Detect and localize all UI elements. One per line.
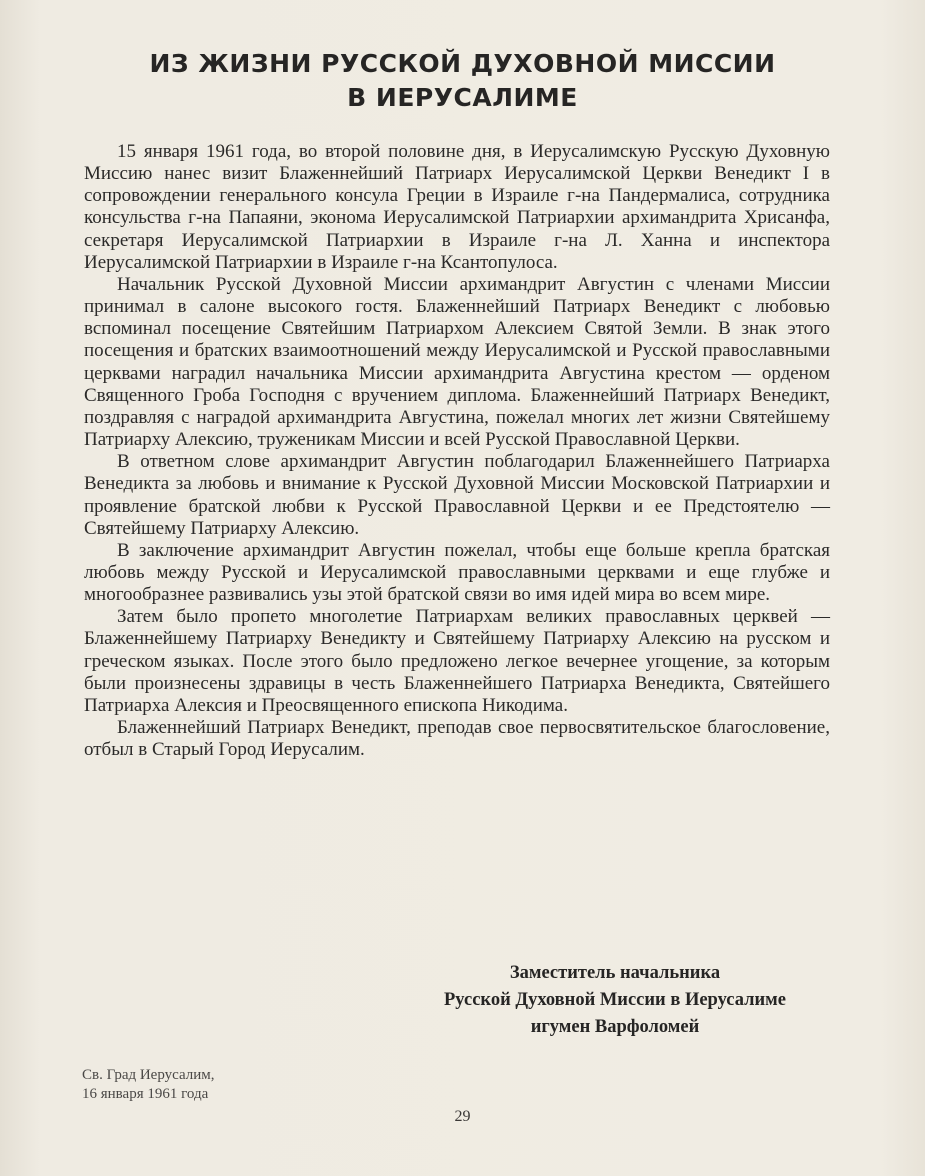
date-line: 16 января 1961 года [82,1086,209,1102]
signature-block [400,960,830,1041]
article-title-line-1: ИЗ ЖИЗНИ РУССКОЙ ДУХОВНОЙ МИССИИ [149,49,776,78]
paragraph-5: Затем было пропето многолетие Патриархам великих православных церквей — Блаженнейшему Патриарху Венедикту и Святейшему Патриарху Алексию на русском и греческом языках. После этого было предложено легкое вечернее угощение, за которым были произнесены здравицы в честь Блаженнейшего Патриарха Венедикта, Святейшего Патриарха Алексия и Преосвященного епископа Никодима. [84,606,830,716]
article-title [0,47,925,115]
paragraph-1: 15 января 1961 года, во второй половине дня, в Иерусалимскую Русскую Духовную Миссию нанес визит Блаженнейший Патриарх Иерусалимской Церкви Венедикт I в сопровождении генерального консула Греции в Израиле г-на Пандермалиса, сотрудника консульства г-на Папаяни, эконома Иерусалимской Патриархии архимандрита Хрисанфа, секретаря Иерусалимской Патриархии в Израиле г-на Л. Ханна и инспектора Иерусалимской Патриархии в Израиле г-на Ксантопулоса. [84,141,830,273]
signature-line-1: Заместитель начальника [509,963,721,983]
place-date [82,1066,215,1104]
article-title-line-2: В ИЕРУСАЛИМЕ [347,83,578,112]
paragraph-3: В ответном слове архимандрит Августин поблагодарил Блаженнейшего Патриарха Венедикта за любовь и внимание к Русской Духовной Миссии Московской Патриархии и проявление братской любви к Русской Православной Церкви и ее Предстоятелю — Святейшему Патриарху Алексию. [84,451,830,539]
signature-line-3: игумен Варфоломей [530,1017,700,1037]
paragraph-2: Начальник Русской Духовной Миссии архимандрит Августин с членами Миссии принимал в салоне высокого гостя. Блаженнейший Патриарх Венедикт с любовью вспоминал посещение Святейшим Патриархом Алексием Святой Земли. В знак этого посещения и братских взаимоотношений между Иерусалимской и Русской православными церквами наградил начальника Миссии архимандрита Августина крестом — орденом Священного Гроба Господня с вручением диплома. Блаженнейший Патриарх Венедикт, поздравляя с наградой архимандрита Августина, пожелал многих лет жизни Святейшему Патриарху Алексию, труженикам Миссии и всей Русской Православной Церкви. [84,273,830,451]
page-number: 29 [454,1108,471,1125]
signature-line-2: Русской Духовной Миссии в Иерусалиме [444,990,786,1010]
paragraph-6: Блаженнейший Патриарх Венедикт, преподав свое первосвятительское благословение, отбыл в Старый Город Иерусалим. [84,717,830,761]
place-line: Св. Град Иерусалим, [82,1067,215,1083]
paragraph-4: В заключение архимандрит Августин пожелал, чтобы еще больше крепла братская любовь между Русской и Иерусалимской православными церквами и еще глубже и многообразнее развивались узы этой братской связи во имя идей мира во всем мире. [84,539,830,606]
article-body [84,141,830,761]
